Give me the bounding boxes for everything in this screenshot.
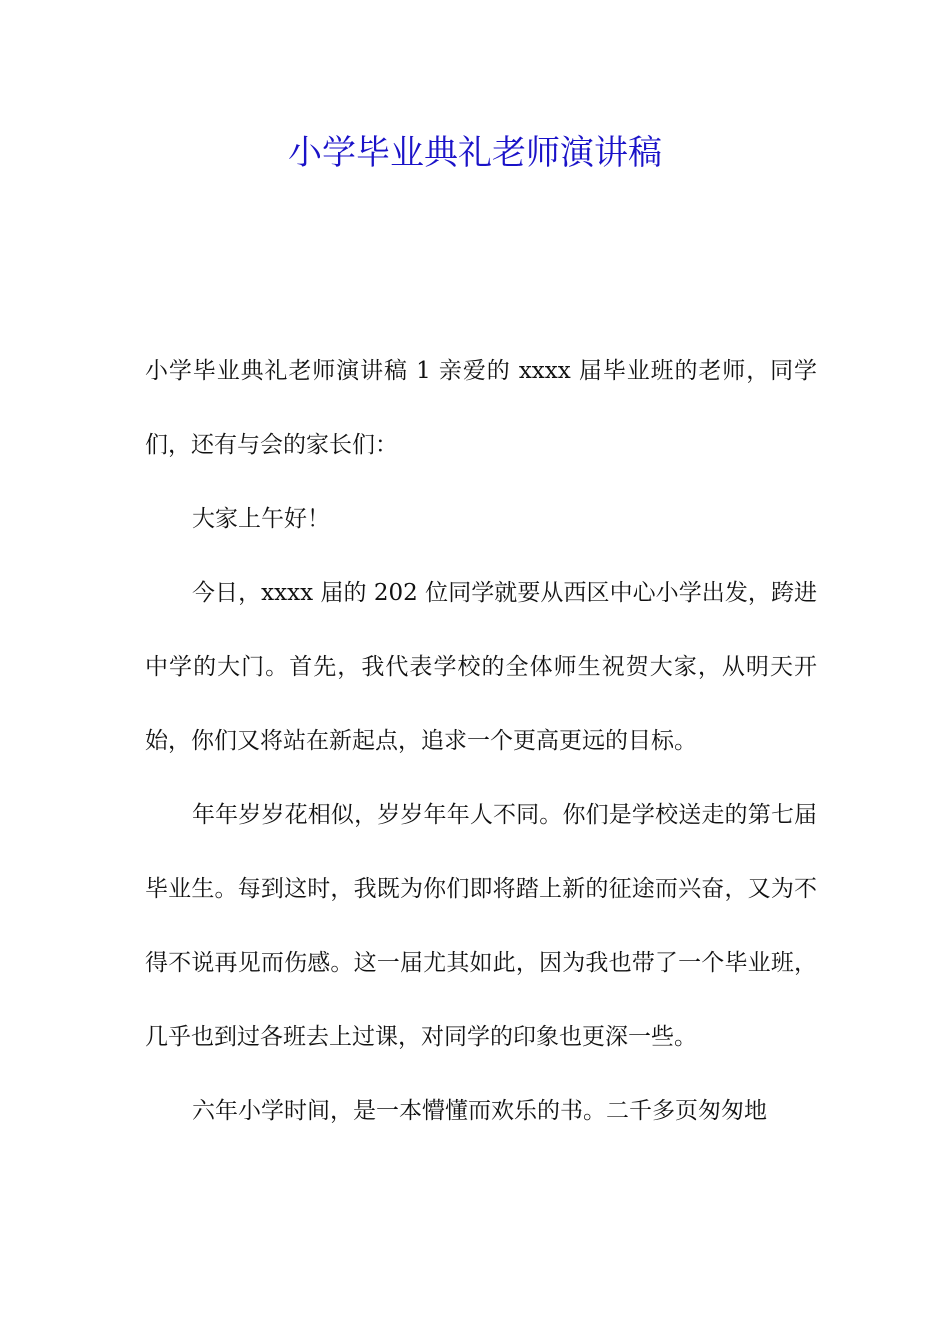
paragraph-greeting: 大家上午好！ bbox=[192, 506, 330, 532]
document-body bbox=[145, 334, 817, 1148]
document-title: 小学毕业典礼老师演讲稿 bbox=[288, 133, 662, 173]
paragraph-congratulations: 今日，xxxx 届的 202 位同学就要从西区中心小学出发，跨进中学的大门。首先，我代表学校的全体师生祝贺大家，从明天开始，你们又将站在新起点，追求一个更高更远的目标。 bbox=[145, 580, 817, 754]
paragraph-farewell: 年年岁岁花相似，岁岁年年人不同。你们是学校送走的第七届毕业生。每到这时，我既为你们即将踏上新的征途而兴奋，又为不得不说再见而伤感。这一届尤其如此，因为我也带了一个毕业班，几乎也到过各班去上过课，对同学的印象也更深一些。 bbox=[145, 802, 817, 1050]
paragraph-six-years: 六年小学时间，是一本懵懂而欢乐的书。二千多页匆匆地 bbox=[192, 1098, 767, 1124]
paragraph-salutation: 小学毕业典礼老师演讲稿 1 亲爱的 xxxx 届毕业班的老师，同学们，还有与会的家长们： bbox=[145, 358, 817, 458]
